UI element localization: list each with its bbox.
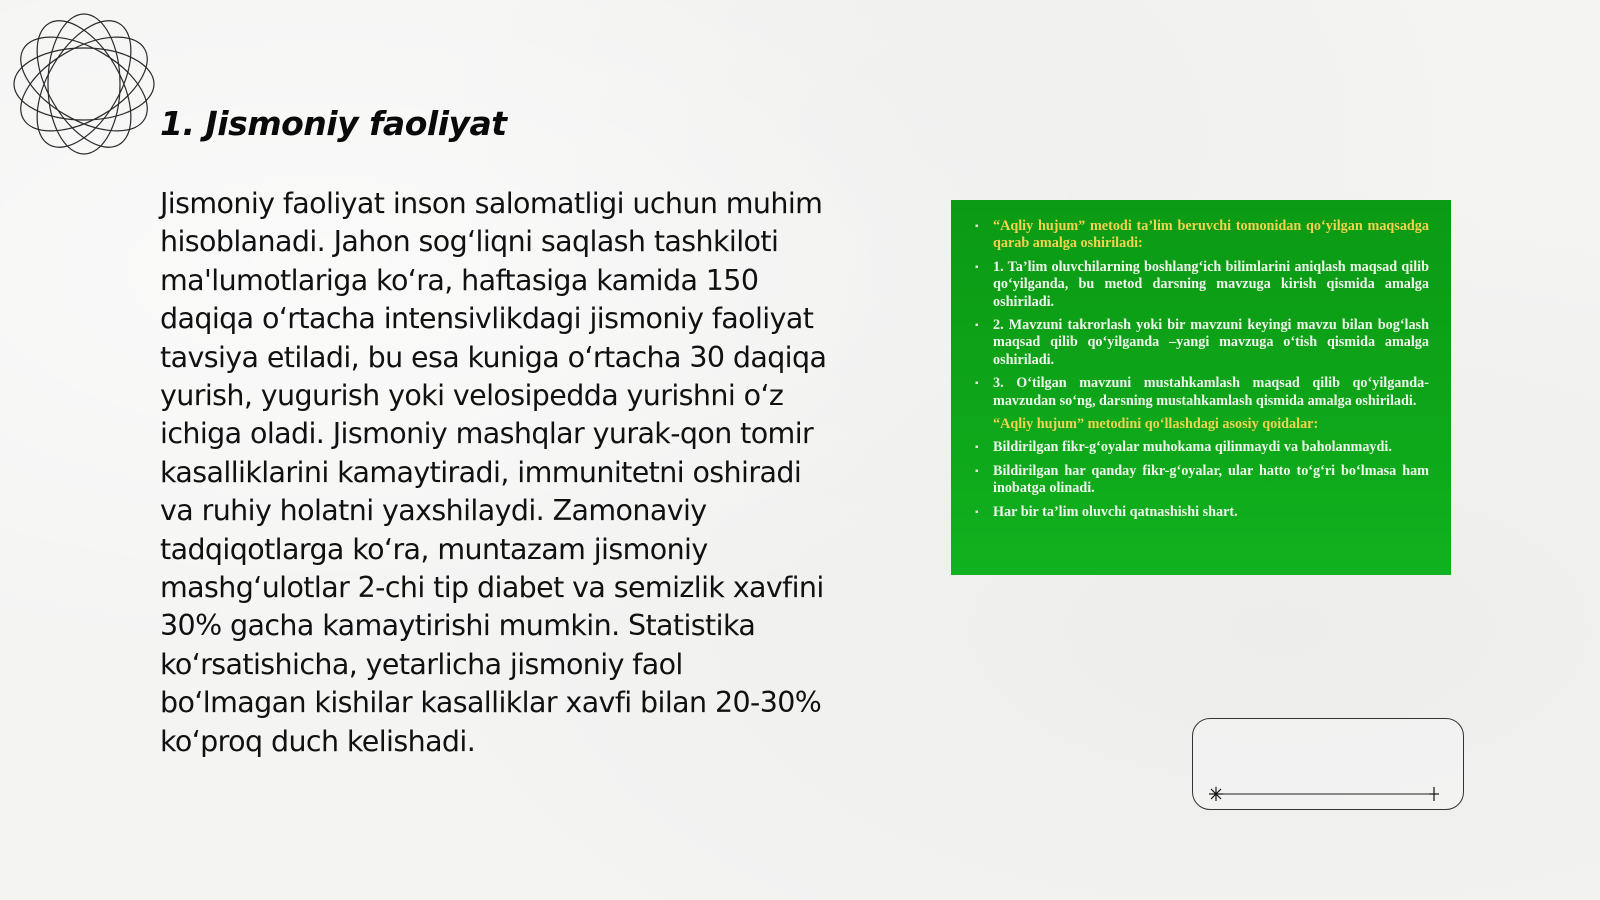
body-paragraph: Jismoniy faoliyat inson salomatligi uchun muhim hisoblanadi. Jahon sog‘liqni saqlash tashkiloti ma'lumotlariga ko‘ra, haftasiga kamida 150 daqiqa o‘rtacha intensivlikdagi jismoniy faoliyat tavsiya etiladi, bu esa kuniga o‘rtacha 30 daqiqa yurish, yugurish yoki velosipedda yurishni o‘z ichiga oladi. Jismoniy mashqlar yurak-qon tomir kasalliklarini kamaytiradi, immunitetni oshiradi va ruhiy holatni yaxshilaydi. Zamonaviy tadqiqotlarga ko‘ra, muntazam jismoniy mashg‘ulotlar 2-chi tip diabet va semizlik xavfini 30% gacha kamaytirishi mumkin. Statistika ko‘rsatishicha, yetarlicha jismoniy faol bo‘lmagan kishilar kasalliklar xavfi bilan 20-30% ko‘proq duch kelishadi. (160, 187, 827, 758)
bullet-icon: ▪ (975, 442, 979, 454)
bullet-icon: ▪ (975, 261, 979, 273)
green-box-item-text: Har bir ta’lim oluvchi qatnashishi shart. (993, 503, 1238, 520)
green-box-item-text: “Aqliy hujum” metodini qo‘llashdagi asosiy qoidalar: (993, 416, 1319, 433)
green-box-item-text: Bildirilgan har qanday fikr-g‘oyalar, ular hatto to‘g‘ri bo‘lmasa ham inobatga olinadi. (993, 462, 1429, 497)
green-box-item (975, 504, 1429, 521)
green-box-list (975, 218, 1429, 521)
bullet-icon: ▪ (975, 378, 979, 390)
green-box-item (975, 259, 1429, 311)
aqliy-hujum-image (951, 200, 1451, 575)
green-box-item-text: 3. O‘tilgan mavzuni mustahkamlash maqsad qilib qo‘yilganda-mavzudan so‘ng, darsning mustahkamlash qismida amalga oshiriladi. (993, 375, 1429, 409)
green-box-item (975, 218, 1429, 253)
green-box-item-text: “Aqliy hujum” metodi ta’lim beruvchi tomonidan qo‘yilgan maqsadga qarab amalga oshiriladi: (993, 218, 1429, 252)
interlocking-circles-icon (10, 10, 158, 158)
green-box-item (975, 463, 1429, 498)
bullet-icon: ▪ (975, 320, 979, 332)
green-box-item-text: 2. Mavzuni takrorlash yoki bir mavzuni keyingi mavzu bilan bog‘lash maqsad qilib qo‘yilganda –yangi mavzuga o‘tish qismida amalga oshiriladi. (993, 317, 1429, 368)
green-box-item-text: 1. Ta’lim oluvchilarning boshlang‘ich bilimlarini aniqlash maqsad qilib qo‘yilganda, bu metod darsning mavzuga kirish qismida amalga oshiriladi. (993, 258, 1429, 310)
bullet-icon: ▪ (975, 506, 979, 518)
bullet-icon: ▪ (975, 465, 979, 477)
slide-title: 1. Jismoniy faoliyat (160, 104, 507, 143)
green-box-item-text: Bildirilgan fikr-g‘oyalar muhokama qilinmaydi va baholanmaydi. (993, 439, 1392, 456)
star-line-icon (1208, 787, 1440, 801)
bullet-icon: ▪ (975, 221, 979, 232)
green-box-item (975, 439, 1429, 456)
green-box-item (975, 317, 1429, 369)
green-box-item (975, 375, 1429, 410)
green-box-subheading (975, 416, 1429, 433)
